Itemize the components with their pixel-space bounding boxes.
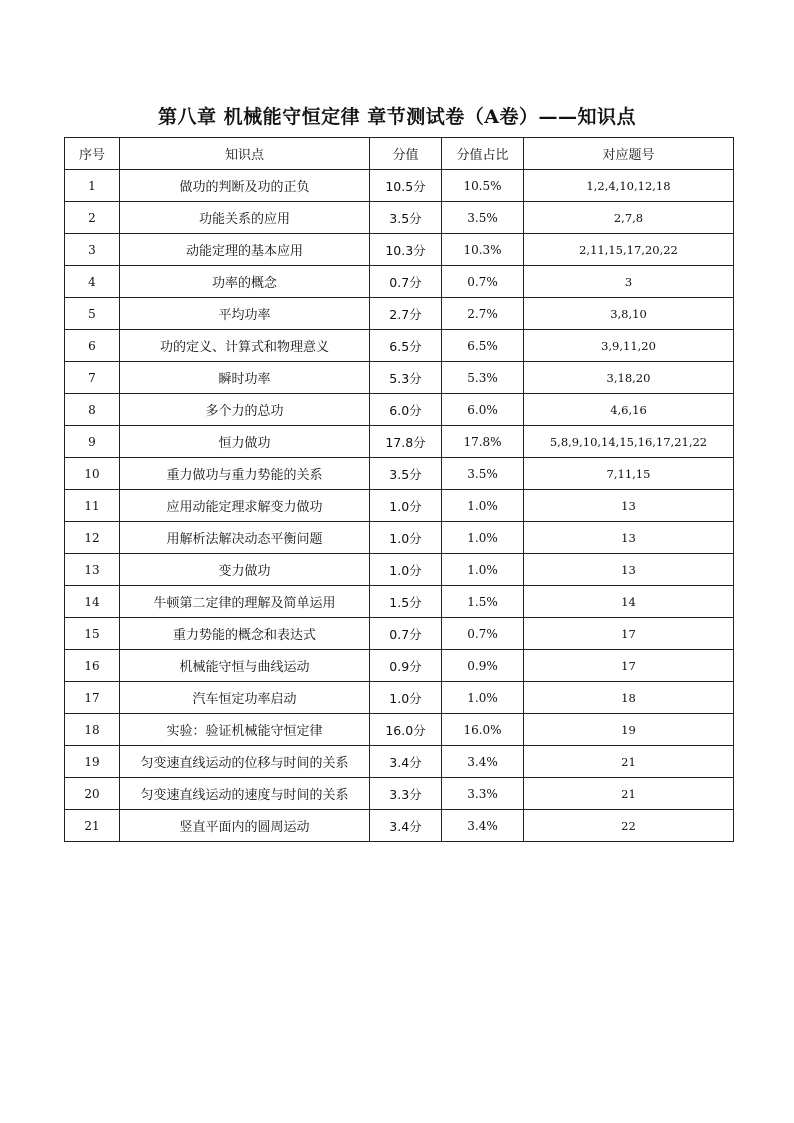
cell-index: 5 bbox=[65, 298, 120, 330]
table-row bbox=[65, 426, 734, 458]
header-knowledge-point: 知识点 bbox=[120, 138, 370, 170]
cell-score: 1.0分 bbox=[370, 554, 442, 586]
table-row bbox=[65, 650, 734, 682]
cell-knowledge-point: 汽车恒定功率启动 bbox=[120, 682, 370, 714]
cell-question-numbers: 21 bbox=[524, 778, 734, 810]
knowledge-point-table bbox=[64, 137, 734, 842]
cell-score-percent: 1.0% bbox=[442, 682, 524, 714]
cell-question-numbers: 1,2,4,10,12,18 bbox=[524, 170, 734, 202]
cell-score-percent: 3.4% bbox=[442, 746, 524, 778]
cell-question-numbers: 17 bbox=[524, 618, 734, 650]
cell-index: 8 bbox=[65, 394, 120, 426]
cell-knowledge-point: 匀变速直线运动的速度与时间的关系 bbox=[120, 778, 370, 810]
table-row bbox=[65, 746, 734, 778]
cell-knowledge-point: 匀变速直线运动的位移与时间的关系 bbox=[120, 746, 370, 778]
cell-question-numbers: 18 bbox=[524, 682, 734, 714]
cell-score-percent: 10.5% bbox=[442, 170, 524, 202]
cell-question-numbers: 2,11,15,17,20,22 bbox=[524, 234, 734, 266]
table-row bbox=[65, 266, 734, 298]
cell-index: 11 bbox=[65, 490, 120, 522]
cell-index: 21 bbox=[65, 810, 120, 842]
cell-question-numbers: 14 bbox=[524, 586, 734, 618]
cell-knowledge-point: 瞬时功率 bbox=[120, 362, 370, 394]
cell-score: 5.3分 bbox=[370, 362, 442, 394]
cell-index: 18 bbox=[65, 714, 120, 746]
cell-knowledge-point: 功的定义、计算式和物理意义 bbox=[120, 330, 370, 362]
cell-score-percent: 1.0% bbox=[442, 490, 524, 522]
cell-score-percent: 1.0% bbox=[442, 522, 524, 554]
cell-score-percent: 3.5% bbox=[442, 202, 524, 234]
cell-score: 1.0分 bbox=[370, 490, 442, 522]
cell-knowledge-point: 功能关系的应用 bbox=[120, 202, 370, 234]
cell-question-numbers: 19 bbox=[524, 714, 734, 746]
cell-knowledge-point: 重力势能的概念和表达式 bbox=[120, 618, 370, 650]
table-row bbox=[65, 554, 734, 586]
cell-knowledge-point: 动能定理的基本应用 bbox=[120, 234, 370, 266]
header-question-numbers: 对应题号 bbox=[524, 138, 734, 170]
cell-knowledge-point: 功率的概念 bbox=[120, 266, 370, 298]
cell-score: 0.7分 bbox=[370, 266, 442, 298]
cell-score-percent: 0.9% bbox=[442, 650, 524, 682]
cell-score: 2.7分 bbox=[370, 298, 442, 330]
table-row bbox=[65, 458, 734, 490]
cell-score: 1.5分 bbox=[370, 586, 442, 618]
table-row bbox=[65, 810, 734, 842]
cell-score: 3.4分 bbox=[370, 810, 442, 842]
cell-score-percent: 3.4% bbox=[442, 810, 524, 842]
table-row bbox=[65, 522, 734, 554]
cell-question-numbers: 3 bbox=[524, 266, 734, 298]
table-row bbox=[65, 394, 734, 426]
cell-question-numbers: 13 bbox=[524, 490, 734, 522]
cell-index: 13 bbox=[65, 554, 120, 586]
cell-knowledge-point: 应用动能定理求解变力做功 bbox=[120, 490, 370, 522]
cell-index: 12 bbox=[65, 522, 120, 554]
cell-question-numbers: 5,8,9,10,14,15,16,17,21,22 bbox=[524, 426, 734, 458]
cell-score-percent: 3.5% bbox=[442, 458, 524, 490]
cell-index: 15 bbox=[65, 618, 120, 650]
cell-index: 2 bbox=[65, 202, 120, 234]
cell-score-percent: 6.5% bbox=[442, 330, 524, 362]
cell-score: 0.7分 bbox=[370, 618, 442, 650]
cell-score-percent: 6.0% bbox=[442, 394, 524, 426]
table-row bbox=[65, 330, 734, 362]
cell-question-numbers: 22 bbox=[524, 810, 734, 842]
cell-knowledge-point: 重力做功与重力势能的关系 bbox=[120, 458, 370, 490]
cell-score: 10.3分 bbox=[370, 234, 442, 266]
cell-index: 6 bbox=[65, 330, 120, 362]
cell-score: 10.5分 bbox=[370, 170, 442, 202]
cell-index: 14 bbox=[65, 586, 120, 618]
cell-question-numbers: 3,9,11,20 bbox=[524, 330, 734, 362]
cell-score-percent: 17.8% bbox=[442, 426, 524, 458]
table-row bbox=[65, 298, 734, 330]
cell-knowledge-point: 恒力做功 bbox=[120, 426, 370, 458]
table-row bbox=[65, 714, 734, 746]
cell-score-percent: 5.3% bbox=[442, 362, 524, 394]
cell-index: 20 bbox=[65, 778, 120, 810]
cell-knowledge-point: 多个力的总功 bbox=[120, 394, 370, 426]
table-row bbox=[65, 586, 734, 618]
cell-score: 1.0分 bbox=[370, 522, 442, 554]
cell-question-numbers: 13 bbox=[524, 522, 734, 554]
cell-score-percent: 1.5% bbox=[442, 586, 524, 618]
cell-score: 6.0分 bbox=[370, 394, 442, 426]
cell-knowledge-point: 竖直平面内的圆周运动 bbox=[120, 810, 370, 842]
cell-index: 17 bbox=[65, 682, 120, 714]
cell-question-numbers: 17 bbox=[524, 650, 734, 682]
table-body bbox=[65, 170, 734, 842]
cell-score-percent: 3.3% bbox=[442, 778, 524, 810]
cell-score-percent: 10.3% bbox=[442, 234, 524, 266]
cell-knowledge-point: 平均功率 bbox=[120, 298, 370, 330]
cell-knowledge-point: 机械能守恒与曲线运动 bbox=[120, 650, 370, 682]
header-index: 序号 bbox=[65, 138, 120, 170]
cell-score: 3.4分 bbox=[370, 746, 442, 778]
cell-question-numbers: 3,18,20 bbox=[524, 362, 734, 394]
cell-knowledge-point: 牛顿第二定律的理解及简单运用 bbox=[120, 586, 370, 618]
cell-knowledge-point: 做功的判断及功的正负 bbox=[120, 170, 370, 202]
table-row bbox=[65, 234, 734, 266]
cell-index: 10 bbox=[65, 458, 120, 490]
cell-index: 19 bbox=[65, 746, 120, 778]
cell-index: 4 bbox=[65, 266, 120, 298]
cell-score-percent: 2.7% bbox=[442, 298, 524, 330]
table-row bbox=[65, 202, 734, 234]
cell-question-numbers: 21 bbox=[524, 746, 734, 778]
header-score: 分值 bbox=[370, 138, 442, 170]
cell-question-numbers: 3,8,10 bbox=[524, 298, 734, 330]
cell-index: 3 bbox=[65, 234, 120, 266]
cell-score-percent: 0.7% bbox=[442, 618, 524, 650]
cell-index: 1 bbox=[65, 170, 120, 202]
cell-score: 6.5分 bbox=[370, 330, 442, 362]
cell-question-numbers: 4,6,16 bbox=[524, 394, 734, 426]
cell-score-percent: 1.0% bbox=[442, 554, 524, 586]
table-row bbox=[65, 682, 734, 714]
header-score-percent: 分值占比 bbox=[442, 138, 524, 170]
table-row bbox=[65, 490, 734, 522]
cell-score: 16.0分 bbox=[370, 714, 442, 746]
cell-score: 0.9分 bbox=[370, 650, 442, 682]
cell-score: 3.5分 bbox=[370, 202, 442, 234]
table-header-row bbox=[65, 138, 734, 170]
cell-score: 1.0分 bbox=[370, 682, 442, 714]
table-row bbox=[65, 618, 734, 650]
cell-knowledge-point: 用解析法解决动态平衡问题 bbox=[120, 522, 370, 554]
cell-index: 16 bbox=[65, 650, 120, 682]
cell-question-numbers: 2,7,8 bbox=[524, 202, 734, 234]
cell-score: 17.8分 bbox=[370, 426, 442, 458]
cell-score-percent: 0.7% bbox=[442, 266, 524, 298]
cell-question-numbers: 13 bbox=[524, 554, 734, 586]
cell-score: 3.3分 bbox=[370, 778, 442, 810]
cell-knowledge-point: 变力做功 bbox=[120, 554, 370, 586]
table-row bbox=[65, 170, 734, 202]
cell-score: 3.5分 bbox=[370, 458, 442, 490]
table-row bbox=[65, 778, 734, 810]
cell-score-percent: 16.0% bbox=[442, 714, 524, 746]
cell-question-numbers: 7,11,15 bbox=[524, 458, 734, 490]
cell-knowledge-point: 实验：验证机械能守恒定律 bbox=[120, 714, 370, 746]
table-row bbox=[65, 362, 734, 394]
cell-index: 7 bbox=[65, 362, 120, 394]
page-title: 第八章 机械能守恒定律 章节测试卷（A卷）——知识点 bbox=[158, 106, 636, 128]
cell-index: 9 bbox=[65, 426, 120, 458]
